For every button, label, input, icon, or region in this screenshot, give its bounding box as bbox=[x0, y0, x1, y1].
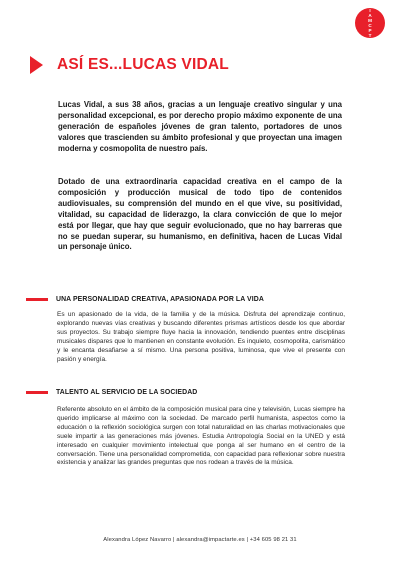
section-divider bbox=[26, 391, 48, 394]
section-divider bbox=[26, 298, 48, 301]
logo-letter: T bbox=[368, 33, 372, 38]
section-heading-label: UNA PERSONALIDAD CREATIVA, APASIONADA POR LA VIDA bbox=[56, 296, 264, 303]
page-title: ASÍ ES...LUCAS VIDAL bbox=[57, 56, 229, 73]
section-heading bbox=[26, 389, 197, 396]
section-body: Referente absoluto en el ámbito de la composición musical para cine y televisión, Lucas siempre ha querido implicarse al máximo con la sociedad. De marcado perfil humanista, aspectos como la educación o la reflexión sociológica surgen con total naturalidad en las charlas motivacionales que suele impartir a las generaciones más jóvenes. Estudia Antropología Social en la UNED y está interesado en cualquier movimiento intelectual que ponga al ser humano en el centro de la conversación. Tiene una personalidad comprometida, con capacidad para reflexionar sobre nuestra existencia y analizar las grandes preguntas que nos rodean a través de la música. bbox=[57, 406, 345, 467]
brand-logo bbox=[355, 8, 385, 38]
logo-letter: P bbox=[368, 28, 372, 33]
title-row bbox=[30, 56, 229, 74]
section-body: Es un apasionado de la vida, de la familia y de la música. Disfruta del aprendizaje continuo, explorando nuevas vías creativas y buscando diferentes prismas artísticos desde los que abordar sus proyectos. Su trabajo siempre fluye hacia la innovación, tendiendo puentes entre disciplinas musicales dispares que lo mantienen en constante evolución. Es inquieto, cosmopolita, carismático y le encanta desafiarse a sí mismo. Una persona positiva, luminosa, que vive el presente con pasión y energía. bbox=[57, 311, 345, 363]
section-heading-label: TALENTO AL SERVICIO DE LA SOCIEDAD bbox=[56, 389, 198, 396]
logo-letter: A bbox=[368, 13, 372, 18]
logo-letter: C bbox=[368, 23, 372, 28]
play-triangle-icon bbox=[30, 56, 43, 74]
intro-paragraph: Dotado de una extraordinaria capacidad creativa en el campo de la composición y producción musical de todo tipo de contenidos audiovisuales, su comprensión del mundo en el que vive, su positividad, vitalidad, su capacidad de liderazgo, la clara convicción de que lo mejor está por llegar, que hay que seguir evolucionado, que no hay barreras que no se puedan superar, su humanismo, en definitiva, hacen de Lucas Vidal un personaje único. bbox=[58, 177, 342, 252]
section-heading bbox=[26, 296, 264, 303]
contact-footer: Alexandra López Navarro | alexandra@impactarte.es | +34 605 98 21 31 bbox=[103, 537, 297, 543]
intro-paragraph: Lucas Vidal, a sus 38 años, gracias a un lenguaje creativo singular y una personalidad excepcional, es por derecho propio máximo exponente de una generación de españoles jóvenes de gran talento, portadores de unos valores que trascienden su ámbito profesional y que proyectan una imagen moderna y cosmopolita de nuestro país. bbox=[58, 100, 342, 153]
logo-letter: I bbox=[369, 8, 371, 13]
logo-letter: M bbox=[368, 18, 372, 23]
